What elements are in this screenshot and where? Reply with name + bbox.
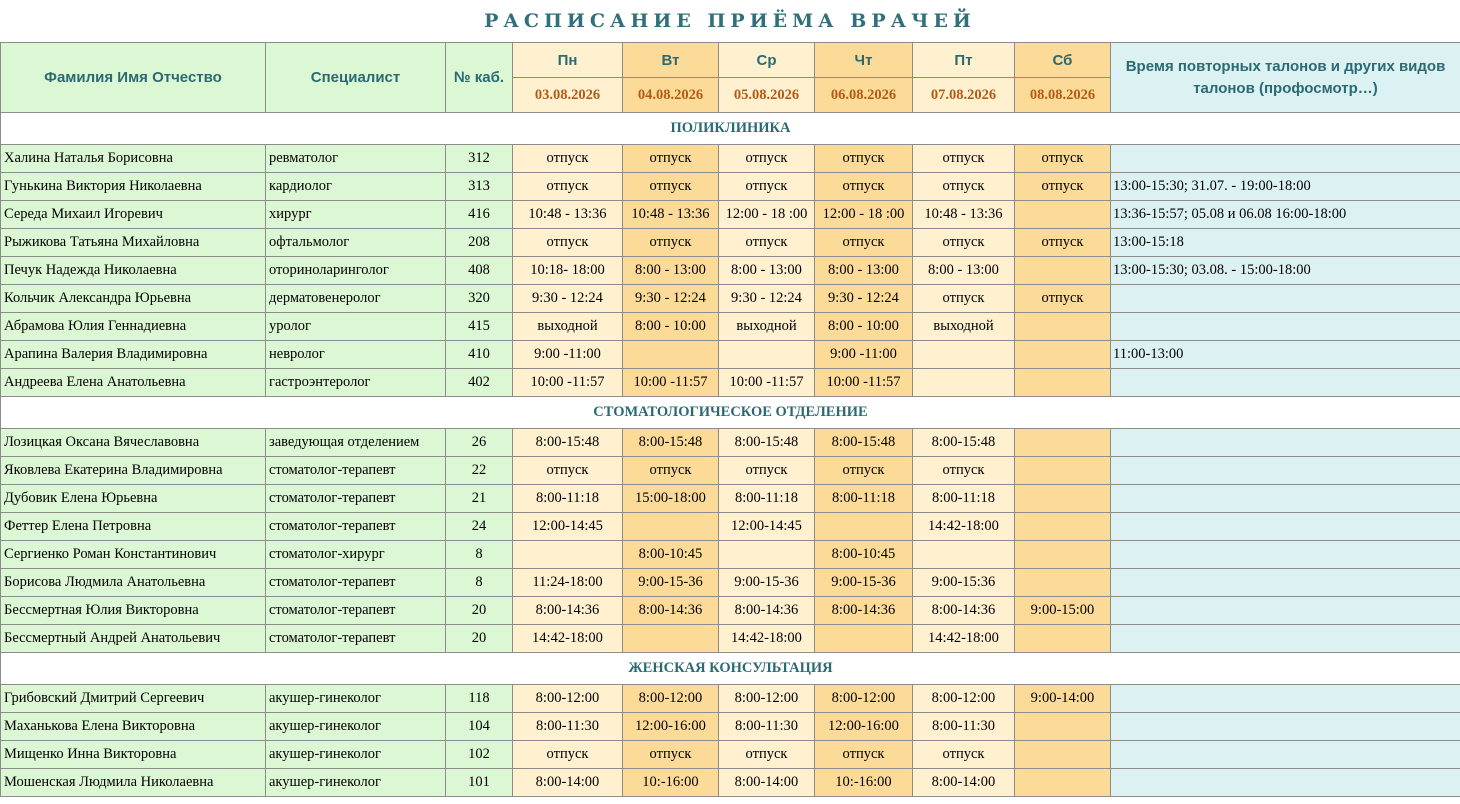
table-row xyxy=(1,201,1460,229)
day-hours: 9:00-15-36 xyxy=(719,569,815,597)
room-number: 104 xyxy=(446,713,513,741)
extra-tickets-note xyxy=(1111,313,1460,341)
day-hours: отпуск xyxy=(1015,285,1111,313)
day-hours: 9:00-14:00 xyxy=(1015,685,1111,713)
day-hours xyxy=(815,513,913,541)
room-number: 408 xyxy=(446,257,513,285)
table-row xyxy=(1,257,1460,285)
doctor-name: Феттер Елена Петровна xyxy=(1,513,266,541)
room-number: 22 xyxy=(446,457,513,485)
day-hours: 8:00-11:30 xyxy=(513,713,623,741)
extra-tickets-note xyxy=(1111,285,1460,313)
day-hours: 8:00-15:48 xyxy=(815,429,913,457)
table-row xyxy=(1,513,1460,541)
room-number: 416 xyxy=(446,201,513,229)
day-hours: 10:00 -11:57 xyxy=(815,369,913,397)
doctor-specialty: оториноларинголог xyxy=(266,257,446,285)
day-hours: выходной xyxy=(513,313,623,341)
day-hours xyxy=(1015,569,1111,597)
day-hours xyxy=(1015,485,1111,513)
extra-tickets-note xyxy=(1111,685,1460,713)
table-row xyxy=(1,769,1460,797)
day-hours xyxy=(1015,341,1111,369)
day-hours: отпуск xyxy=(513,457,623,485)
doctor-specialty: стоматолог-терапевт xyxy=(266,457,446,485)
room-number: 20 xyxy=(446,625,513,653)
extra-tickets-note: 13:00-15:30; 03.08. - 15:00-18:00 xyxy=(1111,257,1460,285)
day-hours: отпуск xyxy=(513,173,623,201)
day-hours: отпуск xyxy=(623,457,719,485)
day-hours: 8:00-10:45 xyxy=(815,541,913,569)
doctor-specialty: хирург xyxy=(266,201,446,229)
table-row xyxy=(1,457,1460,485)
header-day-name: Ср xyxy=(719,43,815,78)
doctor-name: Лозицкая Оксана Вячеславовна xyxy=(1,429,266,457)
doctor-specialty: стоматолог-терапевт xyxy=(266,513,446,541)
day-hours: 9:30 - 12:24 xyxy=(815,285,913,313)
header-day-name: Чт xyxy=(815,43,913,78)
day-hours xyxy=(1015,769,1111,797)
table-row xyxy=(1,569,1460,597)
doctor-specialty: стоматолог-хирург xyxy=(266,541,446,569)
room-number: 24 xyxy=(446,513,513,541)
day-hours: 12:00 - 18 :00 xyxy=(815,201,913,229)
day-hours: отпуск xyxy=(815,457,913,485)
day-hours xyxy=(1015,429,1111,457)
day-hours: отпуск xyxy=(719,741,815,769)
day-hours: 9:00 -11:00 xyxy=(513,341,623,369)
extra-tickets-note xyxy=(1111,457,1460,485)
day-hours xyxy=(1015,541,1111,569)
doctor-name: Середа Михаил Игоревич xyxy=(1,201,266,229)
section-title: СТОМАТОЛОГИЧЕСКОЕ ОТДЕЛЕНИЕ xyxy=(1,397,1460,429)
day-hours: 9:00-15:00 xyxy=(1015,597,1111,625)
table-header xyxy=(1,43,1460,113)
doctor-name: Сергиенко Роман Константинович xyxy=(1,541,266,569)
day-hours xyxy=(913,541,1015,569)
header-day-name: Пн xyxy=(513,43,623,78)
day-hours xyxy=(815,625,913,653)
extra-tickets-note: 13:36-15:57; 05.08 и 06.08 16:00-18:00 xyxy=(1111,201,1460,229)
day-hours: отпуск xyxy=(913,145,1015,173)
day-hours: 8:00-15:48 xyxy=(719,429,815,457)
doctor-specialty: заведующая отделением xyxy=(266,429,446,457)
day-hours: отпуск xyxy=(815,145,913,173)
table-row xyxy=(1,685,1460,713)
day-hours: 8:00-11:18 xyxy=(913,485,1015,513)
table-row xyxy=(1,173,1460,201)
doctor-specialty: акушер-гинеколог xyxy=(266,713,446,741)
day-hours: 10:-16:00 xyxy=(815,769,913,797)
day-hours: 8:00-15:48 xyxy=(623,429,719,457)
extra-tickets-note xyxy=(1111,597,1460,625)
table-row xyxy=(1,713,1460,741)
day-hours: 8:00 - 10:00 xyxy=(623,313,719,341)
day-hours xyxy=(513,541,623,569)
extra-tickets-note xyxy=(1111,541,1460,569)
extra-tickets-note xyxy=(1111,769,1460,797)
section-title: ПОЛИКЛИНИКА xyxy=(1,113,1460,145)
day-hours: 10:48 - 13:36 xyxy=(623,201,719,229)
room-number: 20 xyxy=(446,597,513,625)
day-hours xyxy=(719,341,815,369)
day-hours: 10:48 - 13:36 xyxy=(513,201,623,229)
doctor-specialty: дерматовенеролог xyxy=(266,285,446,313)
doctor-specialty: гастроэнтеролог xyxy=(266,369,446,397)
day-hours: 12:00-16:00 xyxy=(815,713,913,741)
doctor-name: Дубовик Елена Юрьевна xyxy=(1,485,266,513)
section-row xyxy=(1,397,1460,429)
extra-tickets-note xyxy=(1111,713,1460,741)
day-hours xyxy=(1015,741,1111,769)
day-hours: 8:00-12:00 xyxy=(913,685,1015,713)
day-hours: 8:00-14:36 xyxy=(719,597,815,625)
doctor-name: Грибовский Дмитрий Сергеевич xyxy=(1,685,266,713)
day-hours: 9:30 - 12:24 xyxy=(513,285,623,313)
day-hours xyxy=(719,541,815,569)
room-number: 415 xyxy=(446,313,513,341)
schedule-table xyxy=(0,42,1460,797)
extra-tickets-note xyxy=(1111,145,1460,173)
header-day-date: 06.08.2026 xyxy=(815,78,913,113)
day-hours: отпуск xyxy=(623,741,719,769)
day-hours: 8:00-12:00 xyxy=(719,685,815,713)
day-hours: отпуск xyxy=(913,457,1015,485)
day-hours xyxy=(1015,713,1111,741)
day-hours xyxy=(1015,257,1111,285)
day-hours xyxy=(1015,313,1111,341)
day-hours: 10:18- 18:00 xyxy=(513,257,623,285)
day-hours: 8:00 - 10:00 xyxy=(815,313,913,341)
day-hours: отпуск xyxy=(913,229,1015,257)
header-notes: Время повторных талонов и других видов талонов (профосмотр…) xyxy=(1111,43,1460,113)
day-hours xyxy=(623,513,719,541)
doctor-name: Бессмертная Юлия Викторовна xyxy=(1,597,266,625)
day-hours: 8:00-11:18 xyxy=(719,485,815,513)
day-hours: отпуск xyxy=(913,741,1015,769)
day-hours: 9:30 - 12:24 xyxy=(623,285,719,313)
table-row xyxy=(1,597,1460,625)
table-row xyxy=(1,341,1460,369)
day-hours: 10:00 -11:57 xyxy=(719,369,815,397)
table-row xyxy=(1,229,1460,257)
doctor-specialty: стоматолог-терапевт xyxy=(266,597,446,625)
day-hours: отпуск xyxy=(1015,145,1111,173)
day-hours: 10:00 -11:57 xyxy=(623,369,719,397)
day-hours: 8:00-14:36 xyxy=(623,597,719,625)
day-hours: 8:00-15:48 xyxy=(913,429,1015,457)
day-hours: 8:00-11:30 xyxy=(913,713,1015,741)
day-hours xyxy=(1015,201,1111,229)
day-hours: 10:48 - 13:36 xyxy=(913,201,1015,229)
day-hours: 8:00-14:00 xyxy=(719,769,815,797)
day-hours xyxy=(913,369,1015,397)
doctor-name: Яковлева Екатерина Владимировна xyxy=(1,457,266,485)
day-hours: 14:42-18:00 xyxy=(719,625,815,653)
day-hours: 8:00 - 13:00 xyxy=(815,257,913,285)
doctor-specialty: невролог xyxy=(266,341,446,369)
day-hours: 8:00-14:00 xyxy=(513,769,623,797)
day-hours: 11:24-18:00 xyxy=(513,569,623,597)
day-hours: 10:-16:00 xyxy=(623,769,719,797)
room-number: 320 xyxy=(446,285,513,313)
day-hours: отпуск xyxy=(513,229,623,257)
table-row xyxy=(1,145,1460,173)
day-hours: отпуск xyxy=(1015,173,1111,201)
day-hours: 9:30 - 12:24 xyxy=(719,285,815,313)
doctor-name: Маханькова Елена Викторовна xyxy=(1,713,266,741)
day-hours: 10:00 -11:57 xyxy=(513,369,623,397)
doctor-specialty: кардиолог xyxy=(266,173,446,201)
day-hours: 8:00-14:36 xyxy=(913,597,1015,625)
day-hours: 9:00-15:36 xyxy=(913,569,1015,597)
day-hours: отпуск xyxy=(815,173,913,201)
extra-tickets-note xyxy=(1111,741,1460,769)
header-day-date: 05.08.2026 xyxy=(719,78,815,113)
day-hours: отпуск xyxy=(623,145,719,173)
section-row xyxy=(1,653,1460,685)
header-room: № каб. xyxy=(446,43,513,113)
extra-tickets-note xyxy=(1111,369,1460,397)
doctor-specialty: акушер-гинеколог xyxy=(266,685,446,713)
day-hours: 9:00-15-36 xyxy=(815,569,913,597)
day-hours: 8:00-14:36 xyxy=(513,597,623,625)
table-row xyxy=(1,625,1460,653)
doctor-specialty: акушер-гинеколог xyxy=(266,741,446,769)
day-hours: отпуск xyxy=(513,145,623,173)
room-number: 101 xyxy=(446,769,513,797)
day-hours: 12:00-14:45 xyxy=(719,513,815,541)
doctor-name: Арапина Валерия Владимировна xyxy=(1,341,266,369)
table-row xyxy=(1,313,1460,341)
extra-tickets-note xyxy=(1111,485,1460,513)
day-hours: отпуск xyxy=(719,173,815,201)
doctor-specialty: офтальмолог xyxy=(266,229,446,257)
day-hours: 8:00 - 13:00 xyxy=(623,257,719,285)
header-day-date: 08.08.2026 xyxy=(1015,78,1111,113)
room-number: 402 xyxy=(446,369,513,397)
day-hours xyxy=(1015,513,1111,541)
day-hours: 14:42-18:00 xyxy=(513,625,623,653)
table-row xyxy=(1,429,1460,457)
doctor-name: Печук Надежда Николаевна xyxy=(1,257,266,285)
page-title: РАСПИСАНИЕ ПРИЁМА ВРАЧЕЙ xyxy=(484,10,976,32)
day-hours: 8:00-11:30 xyxy=(719,713,815,741)
section-row xyxy=(1,113,1460,145)
room-number: 21 xyxy=(446,485,513,513)
day-hours: выходной xyxy=(719,313,815,341)
day-hours: 8:00-10:45 xyxy=(623,541,719,569)
table-body xyxy=(1,113,1460,797)
day-hours: 12:00-14:45 xyxy=(513,513,623,541)
doctor-name: Бессмертный Андрей Анатольевич xyxy=(1,625,266,653)
day-hours xyxy=(1015,625,1111,653)
doctor-specialty: уролог xyxy=(266,313,446,341)
day-hours: отпуск xyxy=(913,173,1015,201)
day-hours: 9:00-15-36 xyxy=(623,569,719,597)
day-hours: отпуск xyxy=(1015,229,1111,257)
header-spec: Специалист xyxy=(266,43,446,113)
day-hours: 15:00-18:00 xyxy=(623,485,719,513)
header-day-name: Вт xyxy=(623,43,719,78)
room-number: 8 xyxy=(446,569,513,597)
doctor-name: Гунькина Виктория Николаевна xyxy=(1,173,266,201)
doctor-name: Рыжикова Татьяна Михайловна xyxy=(1,229,266,257)
doctor-name: Борисова Людмила Анатольевна xyxy=(1,569,266,597)
header-day-name: Пт xyxy=(913,43,1015,78)
doctor-name: Мищенко Инна Викторовна xyxy=(1,741,266,769)
day-hours: выходной xyxy=(913,313,1015,341)
day-hours: отпуск xyxy=(913,285,1015,313)
extra-tickets-note xyxy=(1111,625,1460,653)
room-number: 102 xyxy=(446,741,513,769)
extra-tickets-note xyxy=(1111,569,1460,597)
extra-tickets-note xyxy=(1111,429,1460,457)
table-row xyxy=(1,369,1460,397)
day-hours: отпуск xyxy=(719,145,815,173)
section-title: ЖЕНСКАЯ КОНСУЛЬТАЦИЯ xyxy=(1,653,1460,685)
day-hours: 14:42-18:00 xyxy=(913,625,1015,653)
day-hours xyxy=(1015,369,1111,397)
extra-tickets-note: 13:00-15:18 xyxy=(1111,229,1460,257)
doctor-specialty: стоматолог-терапевт xyxy=(266,569,446,597)
doctor-name: Мошенская Людмила Николаевна xyxy=(1,769,266,797)
table-row xyxy=(1,485,1460,513)
day-hours xyxy=(623,341,719,369)
day-hours: 12:00 - 18 :00 xyxy=(719,201,815,229)
table-row xyxy=(1,285,1460,313)
day-hours: 8:00-14:36 xyxy=(815,597,913,625)
doctor-name: Кольчик Александра Юрьевна xyxy=(1,285,266,313)
day-hours: 8:00 - 13:00 xyxy=(913,257,1015,285)
day-hours: 8:00-12:00 xyxy=(815,685,913,713)
doctor-specialty: акушер-гинеколог xyxy=(266,769,446,797)
table-row xyxy=(1,541,1460,569)
day-hours xyxy=(623,625,719,653)
day-hours xyxy=(913,341,1015,369)
doctor-name: Абрамова Юлия Геннадиевна xyxy=(1,313,266,341)
room-number: 410 xyxy=(446,341,513,369)
day-hours: 12:00-16:00 xyxy=(623,713,719,741)
day-hours: 8:00-11:18 xyxy=(815,485,913,513)
day-hours: отпуск xyxy=(719,457,815,485)
header-day-date: 03.08.2026 xyxy=(513,78,623,113)
day-hours: отпуск xyxy=(623,229,719,257)
doctor-specialty: ревматолог xyxy=(266,145,446,173)
day-hours: 8:00-15:48 xyxy=(513,429,623,457)
room-number: 313 xyxy=(446,173,513,201)
day-hours: 9:00 -11:00 xyxy=(815,341,913,369)
extra-tickets-note: 13:00-15:30; 31.07. - 19:00-18:00 xyxy=(1111,173,1460,201)
room-number: 26 xyxy=(446,429,513,457)
doctor-name: Андреева Елена Анатольевна xyxy=(1,369,266,397)
header-fio: Фамилия Имя Отчество xyxy=(1,43,266,113)
day-hours: отпуск xyxy=(815,229,913,257)
day-hours: 8:00 - 13:00 xyxy=(719,257,815,285)
extra-tickets-note xyxy=(1111,513,1460,541)
day-hours: 8:00-14:00 xyxy=(913,769,1015,797)
day-hours xyxy=(1015,457,1111,485)
header-day-date: 04.08.2026 xyxy=(623,78,719,113)
day-hours: отпуск xyxy=(815,741,913,769)
header-day-name: Сб xyxy=(1015,43,1111,78)
doctor-specialty: стоматолог-терапевт xyxy=(266,485,446,513)
day-hours: 8:00-12:00 xyxy=(513,685,623,713)
doctor-specialty: стоматолог-терапевт xyxy=(266,625,446,653)
day-hours: отпуск xyxy=(623,173,719,201)
day-hours: 8:00-11:18 xyxy=(513,485,623,513)
day-hours: 14:42-18:00 xyxy=(913,513,1015,541)
doctor-name: Халина Наталья Борисовна xyxy=(1,145,266,173)
header-day-date: 07.08.2026 xyxy=(913,78,1015,113)
day-hours: отпуск xyxy=(719,229,815,257)
table-row xyxy=(1,741,1460,769)
day-hours: 8:00-12:00 xyxy=(623,685,719,713)
room-number: 8 xyxy=(446,541,513,569)
room-number: 312 xyxy=(446,145,513,173)
day-hours: отпуск xyxy=(513,741,623,769)
extra-tickets-note: 11:00-13:00 xyxy=(1111,341,1460,369)
room-number: 118 xyxy=(446,685,513,713)
room-number: 208 xyxy=(446,229,513,257)
